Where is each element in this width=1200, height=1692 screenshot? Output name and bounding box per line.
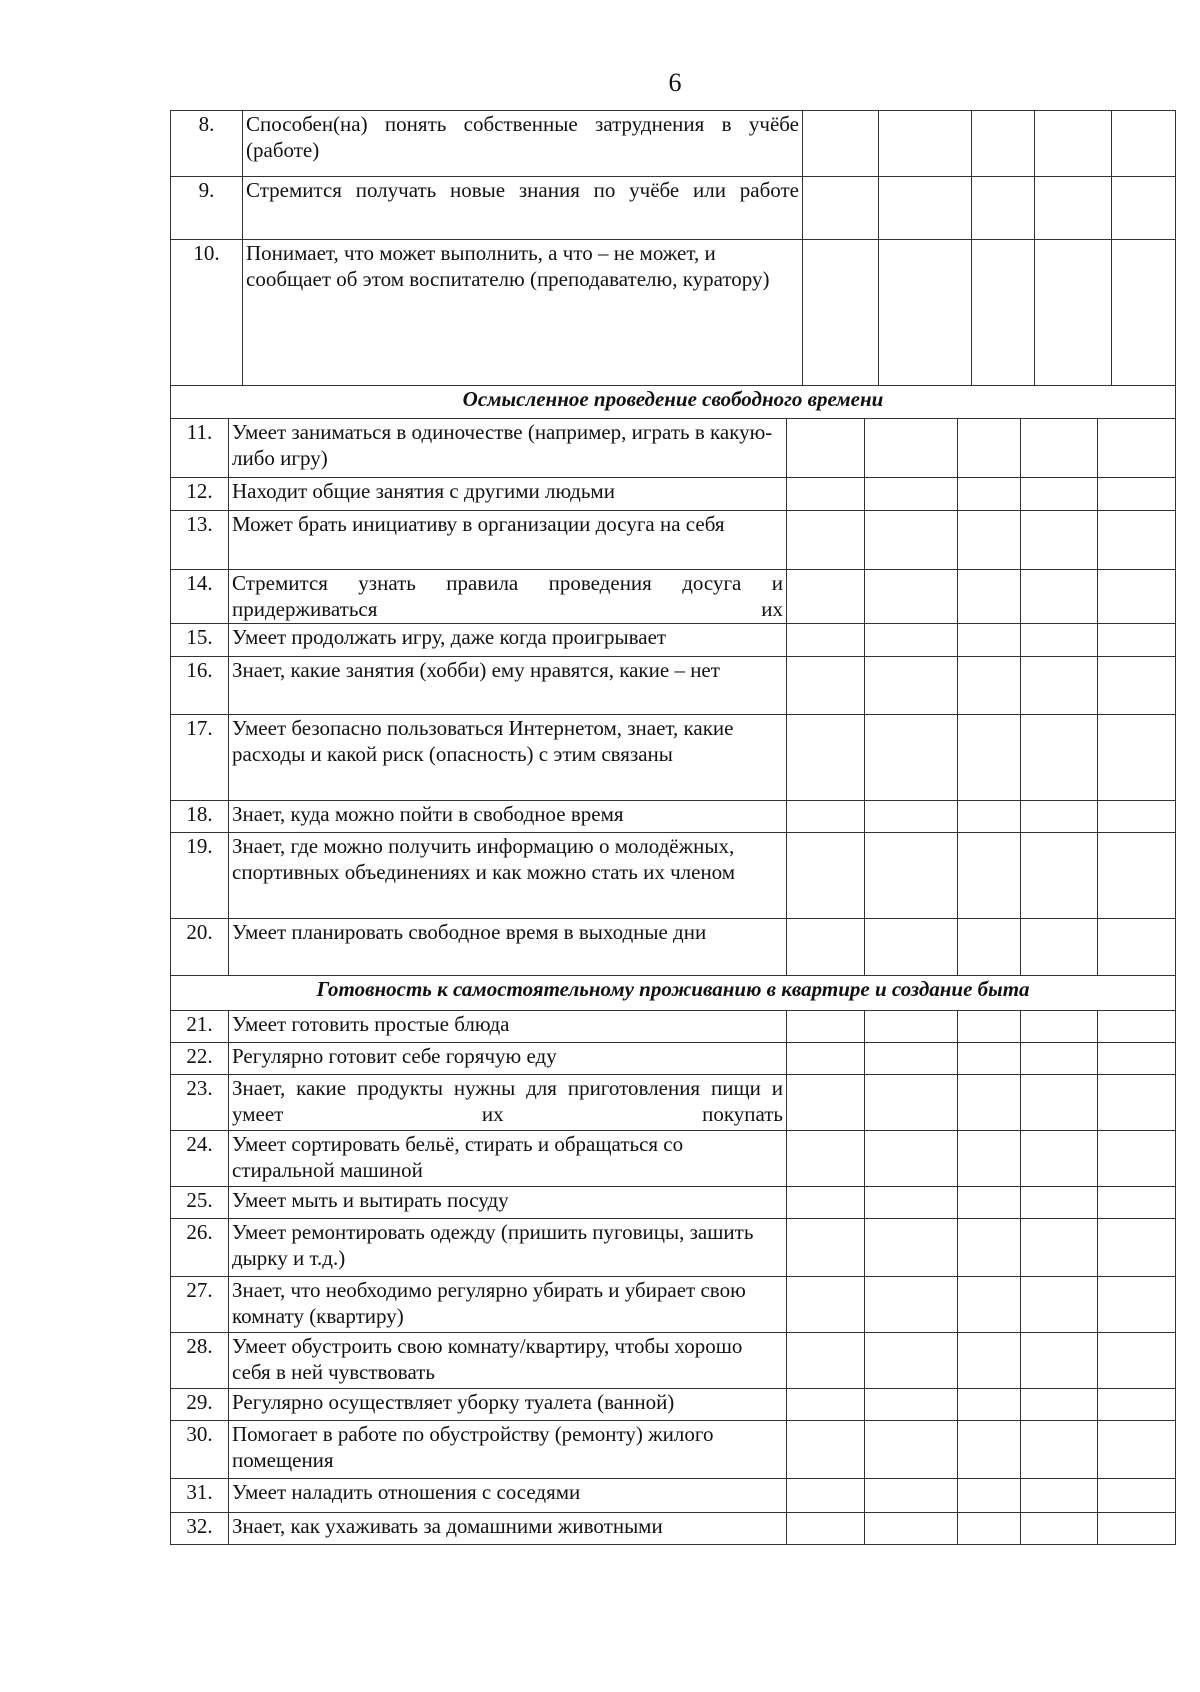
criterion-text: Умеет наладить отношения с соседями [229,1479,787,1513]
criterion-text: Умеет ремонтировать одежду (пришить пуговицы, зашить дырку и т.д.) [229,1219,787,1277]
table-row [171,570,1176,624]
score-cell[interactable] [1098,1219,1176,1277]
score-cell[interactable] [787,478,865,511]
score-cell[interactable] [803,111,879,177]
row-number: 29. [171,1389,229,1421]
score-cell[interactable] [787,511,865,570]
table-row [171,833,1176,919]
score-cell[interactable] [1021,919,1098,976]
score-cell[interactable] [865,1333,958,1389]
score-cell[interactable] [787,1075,865,1131]
score-cell[interactable] [1098,478,1176,511]
score-cell[interactable] [865,1513,958,1545]
row-number: 9. [171,177,243,240]
score-cell[interactable] [787,419,865,478]
row-number: 32. [171,1513,229,1545]
score-cell[interactable] [787,1187,865,1219]
table-row [171,1043,1176,1075]
score-cell[interactable] [879,177,972,240]
row-number: 20. [171,919,229,976]
criterion-text: Знает, где можно получить информацию о молодёжных, спортивных объединениях и как можно стать их членом [229,833,787,919]
score-cell[interactable] [1021,715,1098,801]
criterion-text: Знает, что необходимо регулярно убирать и убирает свою комнату (квартиру) [229,1277,787,1333]
score-cell[interactable] [1021,1421,1098,1479]
score-cell[interactable] [1021,1219,1098,1277]
score-cell[interactable] [1098,1011,1176,1043]
score-cell[interactable] [958,1333,1021,1389]
score-cell[interactable] [1021,833,1098,919]
score-cell[interactable] [865,1187,958,1219]
score-cell[interactable] [787,570,865,624]
score-cell[interactable] [865,511,958,570]
score-cell[interactable] [1112,177,1176,240]
score-cell[interactable] [787,1011,865,1043]
row-number: 8. [171,111,243,177]
score-cell[interactable] [958,1187,1021,1219]
row-number: 17. [171,715,229,801]
score-cell[interactable] [1021,1333,1098,1389]
section-title: Готовность к самостоятельному проживанию в квартире и создание быта [171,976,1176,1011]
score-cell[interactable] [1021,624,1098,657]
score-cell[interactable] [1098,1131,1176,1187]
criterion-text: Знает, как ухаживать за домашними животными [229,1513,787,1545]
score-cell[interactable] [1098,801,1176,833]
score-cell[interactable] [787,657,865,715]
score-cell[interactable] [1098,833,1176,919]
row-number: 27. [171,1277,229,1333]
table-row [171,657,1176,715]
score-cell[interactable] [1021,478,1098,511]
criterion-text: Стремится узнать правила проведения досуга и придерживаться их [229,570,787,624]
row-number: 13. [171,511,229,570]
criterion-text: Умеет продолжать игру, даже когда проигрывает [229,624,787,657]
score-cell[interactable] [958,1389,1021,1421]
score-cell[interactable] [1021,801,1098,833]
row-number: 23. [171,1075,229,1131]
score-cell[interactable] [1021,419,1098,478]
table-row [171,419,1176,478]
score-cell[interactable] [1021,1277,1098,1333]
score-cell[interactable] [958,478,1021,511]
table-row [171,1513,1176,1545]
score-cell[interactable] [865,715,958,801]
criterion-text: Умеет безопасно пользоваться Интернетом, знает, какие расходы и какой риск (опасность) с этим связаны [229,715,787,801]
score-cell[interactable] [787,1277,865,1333]
score-cell[interactable] [958,1277,1021,1333]
score-cell[interactable] [972,240,1035,386]
score-cell[interactable] [958,1219,1021,1277]
score-cell[interactable] [865,1479,958,1513]
score-cell[interactable] [787,1513,865,1545]
score-cell[interactable] [865,624,958,657]
table-row [171,111,1176,177]
criterion-text: Умеет планировать свободное время в выходные дни [229,919,787,976]
score-cell[interactable] [865,657,958,715]
score-cell[interactable] [1098,419,1176,478]
score-cell[interactable] [958,1075,1021,1131]
score-cell[interactable] [958,1131,1021,1187]
score-cell[interactable] [787,624,865,657]
score-cell[interactable] [787,1043,865,1075]
criterion-text: Способен(на) понять собственные затруднения в учёбе (работе) [243,111,803,177]
score-cell[interactable] [803,240,879,386]
score-cell[interactable] [958,833,1021,919]
score-cell[interactable] [1021,1513,1098,1545]
score-cell[interactable] [865,1011,958,1043]
row-number: 25. [171,1187,229,1219]
table-row [171,1421,1176,1479]
score-cell[interactable] [787,715,865,801]
criterion-text: Может брать инициативу в организации досуга на себя [229,511,787,570]
table-row [171,1219,1176,1277]
score-cell[interactable] [865,833,958,919]
score-cell[interactable] [958,919,1021,976]
score-cell[interactable] [1035,177,1112,240]
score-cell[interactable] [958,715,1021,801]
score-cell[interactable] [787,1333,865,1389]
score-cell[interactable] [958,419,1021,478]
criterion-text: Регулярно осуществляет уборку туалета (ванной) [229,1389,787,1421]
table-row [171,1075,1176,1131]
row-number: 31. [171,1479,229,1513]
table-row [171,1333,1176,1389]
score-cell[interactable] [879,111,972,177]
table-row [171,1277,1176,1333]
score-cell[interactable] [1035,111,1112,177]
row-number: 14. [171,570,229,624]
score-cell[interactable] [865,419,958,478]
score-cell[interactable] [865,801,958,833]
score-cell[interactable] [865,1219,958,1277]
score-cell[interactable] [1098,1421,1176,1479]
table-row [171,801,1176,833]
score-cell[interactable] [1098,919,1176,976]
score-cell[interactable] [1098,1333,1176,1389]
table-row [171,478,1176,511]
table-row [171,1479,1176,1513]
score-cell[interactable] [865,1277,958,1333]
row-number: 10. [171,240,243,386]
score-cell[interactable] [1098,624,1176,657]
row-number: 15. [171,624,229,657]
score-cell[interactable] [1098,511,1176,570]
score-cell[interactable] [972,111,1035,177]
criterion-text: Находит общие занятия с другими людьми [229,478,787,511]
table-row [171,240,1176,386]
score-cell[interactable] [1098,1043,1176,1075]
score-cell[interactable] [958,1479,1021,1513]
criterion-text: Стремится получать новые знания по учёбе или работе [243,177,803,240]
score-cell[interactable] [787,833,865,919]
row-number: 16. [171,657,229,715]
table-row [171,715,1176,801]
score-cell[interactable] [1021,1187,1098,1219]
score-cell[interactable] [865,1389,958,1421]
score-cell[interactable] [1021,1131,1098,1187]
score-cell[interactable] [958,1011,1021,1043]
score-cell[interactable] [1021,570,1098,624]
assessment-table-top [170,110,1176,386]
row-number: 22. [171,1043,229,1075]
score-cell[interactable] [1021,511,1098,570]
table-row [171,919,1176,976]
score-cell[interactable] [865,1043,958,1075]
score-cell[interactable] [1021,1075,1098,1131]
score-cell[interactable] [787,919,865,976]
criterion-text: Понимает, что может выполнить, а что – не может, и сообщает об этом воспитателю (преподавателю, куратору) [243,240,803,386]
score-cell[interactable] [958,624,1021,657]
criterion-text: Знает, какие продукты нужны для приготовления пищи и умеет их покупать [229,1075,787,1131]
row-number: 21. [171,1011,229,1043]
row-number: 19. [171,833,229,919]
row-number: 18. [171,801,229,833]
criterion-text: Умеет заниматься в одиночестве (например, играть в какую-либо игру) [229,419,787,478]
score-cell[interactable] [958,570,1021,624]
score-cell[interactable] [787,801,865,833]
score-cell[interactable] [865,919,958,976]
score-cell[interactable] [803,177,879,240]
row-number: 11. [171,419,229,478]
criterion-text: Умеет сортировать бельё, стирать и обращаться со стиральной машиной [229,1131,787,1187]
score-cell[interactable] [787,1389,865,1421]
criterion-text: Умеет готовить простые блюда [229,1011,787,1043]
score-cell[interactable] [1098,570,1176,624]
criterion-text: Умеет мыть и вытирать посуду [229,1187,787,1219]
score-cell[interactable] [865,1075,958,1131]
score-cell[interactable] [1098,1277,1176,1333]
score-cell[interactable] [1098,715,1176,801]
score-cell[interactable] [958,801,1021,833]
criterion-text: Знает, куда можно пойти в свободное время [229,801,787,833]
score-cell[interactable] [865,1131,958,1187]
score-cell[interactable] [1098,657,1176,715]
score-cell[interactable] [1098,1479,1176,1513]
table-row [171,1131,1176,1187]
criterion-text: Помогает в работе по обустройству (ремонту) жилого помещения [229,1421,787,1479]
score-cell[interactable] [1035,240,1112,386]
table-row [171,1389,1176,1421]
section-title: Осмысленное проведение свободного времени [171,386,1176,419]
score-cell[interactable] [1098,1389,1176,1421]
score-cell[interactable] [1021,1389,1098,1421]
row-number: 30. [171,1421,229,1479]
score-cell[interactable] [1098,1513,1176,1545]
score-cell[interactable] [1021,1479,1098,1513]
row-number: 12. [171,478,229,511]
page-number: 6 [668,68,682,97]
score-cell[interactable] [787,1479,865,1513]
criterion-text: Регулярно готовит себе горячую еду [229,1043,787,1075]
row-number: 26. [171,1219,229,1277]
criterion-text: Умеет обустроить свою комнату/квартиру, чтобы хорошо себя в ней чувствовать [229,1333,787,1389]
score-cell[interactable] [1098,1075,1176,1131]
criterion-text: Знает, какие занятия (хобби) ему нравятся, какие – нет [229,657,787,715]
row-number: 28. [171,1333,229,1389]
score-cell[interactable] [787,1421,865,1479]
score-cell[interactable] [958,1421,1021,1479]
score-cell[interactable] [958,657,1021,715]
section-header-row [171,976,1176,1011]
table-row [171,624,1176,657]
score-cell[interactable] [865,478,958,511]
score-cell[interactable] [1112,111,1176,177]
assessment-table-main [170,385,1176,1545]
score-cell[interactable] [787,1131,865,1187]
score-cell[interactable] [958,511,1021,570]
score-cell[interactable] [1112,240,1176,386]
score-cell[interactable] [1021,1043,1098,1075]
table-row [171,511,1176,570]
score-cell[interactable] [972,177,1035,240]
row-number: 24. [171,1131,229,1187]
section-header-row [171,386,1176,419]
score-cell[interactable] [1021,657,1098,715]
score-cell[interactable] [958,1513,1021,1545]
table-row [171,1187,1176,1219]
table-row [171,1011,1176,1043]
score-cell[interactable] [958,1043,1021,1075]
score-cell[interactable] [879,240,972,386]
table-row [171,177,1176,240]
score-cell[interactable] [865,570,958,624]
score-cell[interactable] [1021,1011,1098,1043]
score-cell[interactable] [1098,1187,1176,1219]
score-cell[interactable] [865,1421,958,1479]
score-cell[interactable] [787,1219,865,1277]
